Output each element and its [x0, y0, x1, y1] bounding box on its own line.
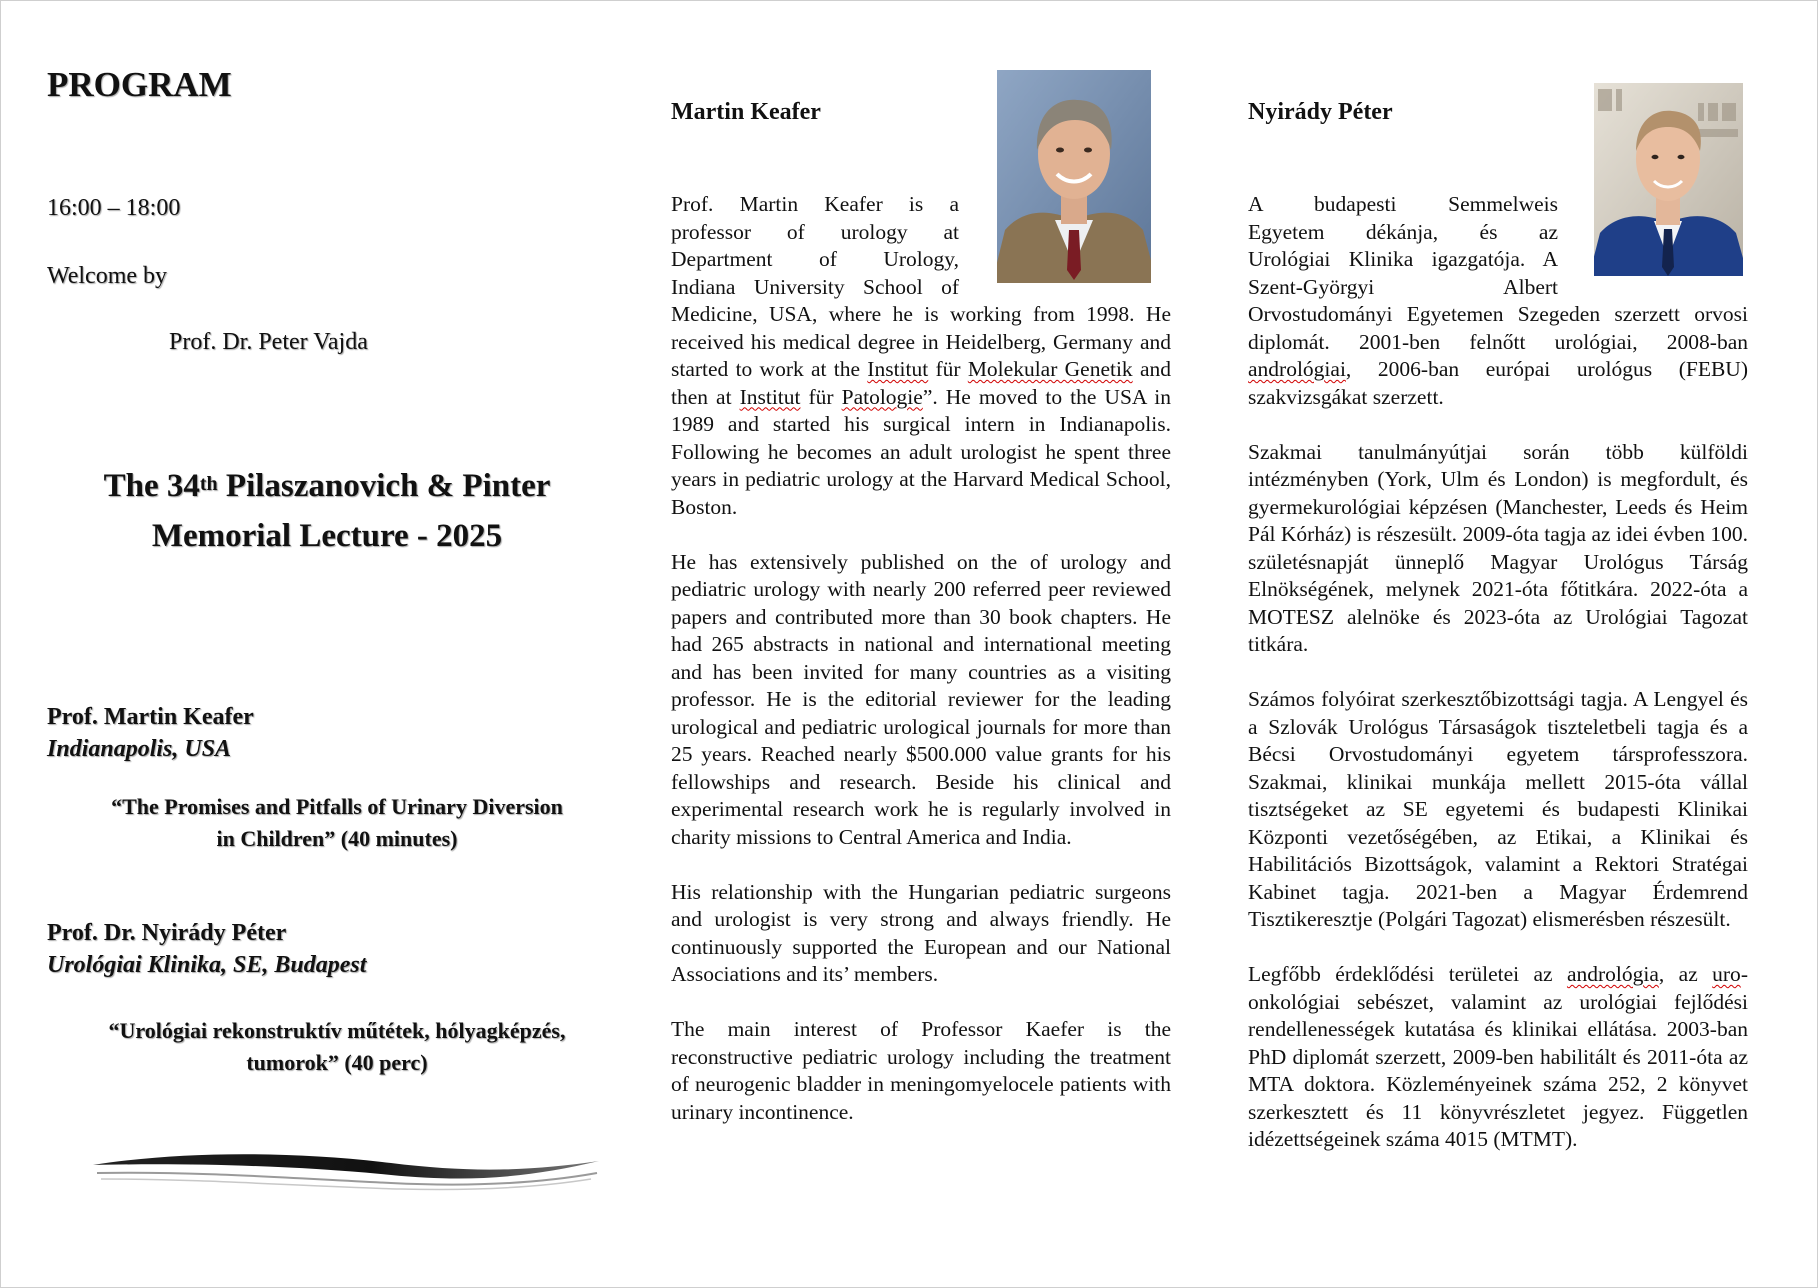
lecture-title-rest: Pilaszanovich & Pinter	[217, 468, 551, 504]
bio-intro	[671, 191, 959, 301]
lecture-title-prefix: The 34	[103, 468, 200, 504]
talk-title-line1: “Urológiai rekonstruktív műtétek, hólyagképzés,	[108, 1018, 566, 1043]
talk-title-line2: tumorok” (40 perc)	[246, 1050, 428, 1075]
bio-paragraph: Medicine, USA, where he is working from 1998. He received his medical degree in Heidelberg, Germany and started to work at the Institut für Molekular Genetik and then at Institut für Patologie”. He moved to the USA in 1989 and started his surgical intern in Indianapolis. Following he becomes an adult urologist he spent three years in pediatric urology at the Harvard Medical School, Boston.	[671, 302, 1171, 519]
bio-intro-line: professor of urology at	[671, 219, 959, 244]
bio-intro-line: Egyetem dékánja, és az	[1248, 219, 1558, 244]
lecture-title-sup: th	[199, 473, 218, 495]
bio-paragraph: Számos folyóirat szerkesztőbizottsági tagja. A Lengyel és a Szlovák Urológus Társaságok tiszteletbeli tagja és a Bécsi Orvostudományi egyetem társprofesszora. Szakmai, klinikai munkája mellett 2015-óta vállal tisztségeket az SE egyetemi és budapesti Klinikai Központi vezetőségében, az Etikai, a Klinikai és Habilitációs Bizottságok, valamint a Rektori Stratégai Kabinet tagja. 2021-ben a Magyar Érdemrend Tisztikeresztje (Polgári Tagozat) elismerésben részesült.	[1248, 687, 1748, 931]
bio-intro-line: Indiana University School of	[671, 274, 959, 299]
speaker-name: Prof. Martin Keafer	[47, 704, 254, 730]
talk-title-line2: in Children” (40 minutes)	[216, 826, 458, 851]
lecture-title	[47, 461, 607, 561]
talk-title-line1: “The Promises and Pitfalls of Urinary Diversion	[111, 794, 563, 819]
speaker-affiliation: Indianapolis, USA	[47, 736, 232, 762]
bio-paragraph: His relationship with the Hungarian pediatric surgeons and urologist is very strong and always friendly. He continuously supported the European and our National Associations and its’ members.	[671, 879, 1171, 986]
talk-title	[67, 1015, 607, 1079]
bio-intro-line: Szent-Györgyi Albert	[1248, 274, 1558, 299]
bio-heading: Nyirády Péter	[1248, 99, 1393, 125]
bio-paragraph: Szakmai tanulmányútjai során több külföldi intézményben (York, Ulm és London) is megfordult, és gyermekurológiai képzésen (Manchester, Leeds és Heim Pál Kórház) is részesült. 2009-óta tagja az idei évben 100. születésnapját ünneplő Magyar Urológus Társág Elnökségének, melynek 2021-óta főtitkára. 2022-óta a MOTESZ alelnöke és 2023-óta az Urológiai Tagozat titkára.	[1248, 439, 1748, 656]
bio-intro-line: Urológiai Klinika igazgatója. A	[1248, 247, 1558, 271]
program-time: 16:00 – 18:00	[47, 195, 181, 221]
welcome-name: Prof. Dr. Peter Vajda	[169, 329, 368, 355]
speaker-affiliation: Urológiai Klinika, SE, Budapest	[47, 952, 367, 978]
bio-paragraph: Orvostudományi Egyetemen Szegeden szerzett orvosi diplomát. 2001-ben felnőtt urológiai, 2008-ban andrológiai, 2006-ban európai urológus (FEBU) szakvizsgákat szerzett.	[1248, 302, 1748, 409]
bio-intro	[1248, 191, 1558, 301]
program-title: PROGRAM	[47, 65, 232, 104]
bio-paragraph: The main interest of Professor Kaefer is the reconstructive pediatric urology including the treatment of neurogenic bladder in meningomyelocele patients with urinary incontinence.	[671, 1017, 1171, 1124]
bio-paragraph: He has extensively published on the of urology and pediatric urology with nearly 200 referred peer reviewed papers and contributed more than 30 book chapters. He had 265 abstracts in national and international meeting and has been invited for many countries as a visiting professor. He is the editorial reviewer for the leading urological and pediatric urological journals for more than 25 years. Reached nearly $500.000 value grants for his fellowships and research. Beside his clinical and experimental research work he is regularly involved in charity missions to Central America and India.	[671, 549, 1171, 849]
welcome-label: Welcome by	[47, 263, 168, 289]
bio-intro-line: Prof. Martin Keafer is a	[671, 192, 959, 216]
bio-intro-line: Department of Urology,	[671, 247, 959, 271]
talk-title	[67, 791, 607, 855]
decorative-swoosh	[91, 1143, 601, 1195]
portrait-nyirady	[1594, 83, 1743, 276]
bio-paragraph: Legfőbb érdeklődési területei az andrológia, az uro-onkológiai sebészet, valamint az urológiai fejlődési rendellenességek kutatása és klinikai ellátása. 2003-ban PhD diplomát szerzett, 2009-ben habilitált és 2011-óta az MTA doktora. Közleményeinek száma 252, 2 könyvet szerkesztett és 11 könyvrészletet jegyez. Független idézettségeinek száma 4015 (MTMT).	[1248, 962, 1748, 1151]
bio-intro-line: A budapesti Semmelweis	[1248, 192, 1558, 216]
bio-body	[671, 301, 1171, 1154]
bio-heading: Martin Keafer	[671, 99, 821, 125]
lecture-title-line2: Memorial Lecture - 2025	[151, 518, 503, 554]
bio-body	[1248, 301, 1748, 1181]
portrait-keafer	[997, 70, 1151, 283]
speaker-name: Prof. Dr. Nyirády Péter	[47, 920, 287, 946]
